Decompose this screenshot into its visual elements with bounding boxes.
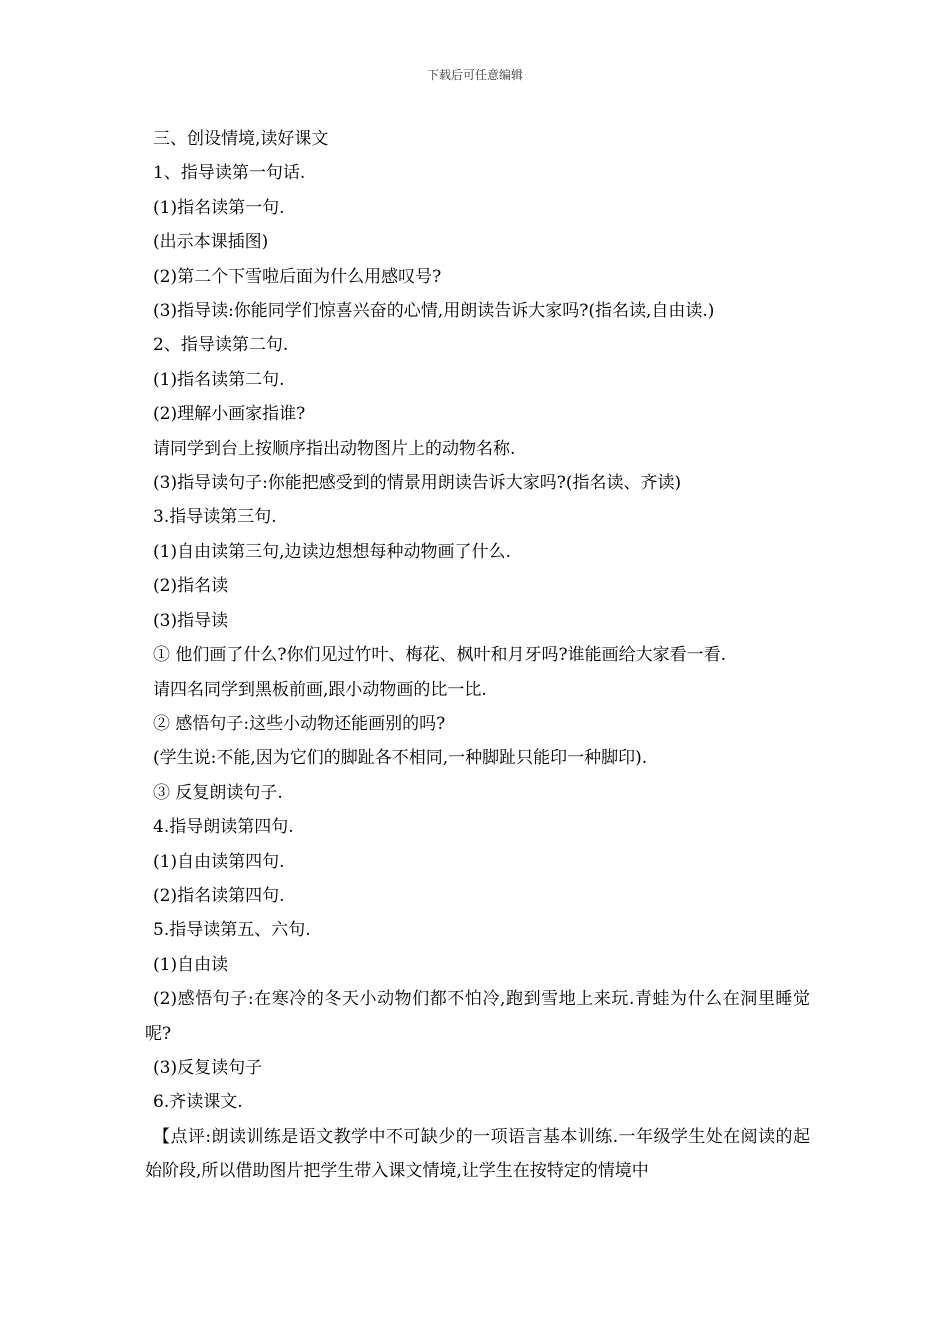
text-line: 6.齐读课文. <box>153 1092 243 1113</box>
document-body <box>145 122 810 1189</box>
text-paragraph: (2)感悟句子:在寒冷的冬天小动物们都不怕冷,跑到雪地上来玩.青蛙为什么在洞里睡觉呢? <box>145 989 810 1044</box>
text-line: (1)指名读第一句. <box>153 197 285 218</box>
text-line: ③ 反复朗读句子. <box>153 782 283 803</box>
text-line: (1)自由读第三句,边读边想想每种动物画了什么. <box>153 541 511 562</box>
text-line: 5.指导读第五、六句. <box>153 920 311 941</box>
text-line: ① 他们画了什么?你们见过竹叶、梅花、枫叶和月牙吗?谁能画给大家看一看. <box>153 645 727 666</box>
text-line: (3)指导读 <box>153 610 229 631</box>
text-line: (1)自由读 <box>153 954 229 975</box>
text-line: 请四名同学到黑板前画,跟小动物画的比一比. <box>153 679 487 700</box>
text-line: (3)指导读:你能同学们惊喜兴奋的心情,用朗读告诉大家吗?(指名读,自由读.) <box>153 301 715 322</box>
page-header: 下载后可任意编辑 <box>426 68 523 82</box>
text-line: ② 感悟句子:这些小动物还能画别的吗? <box>153 713 446 734</box>
text-line: 1、指导读第一句话. <box>153 163 306 184</box>
text-line: (3)反复读句子 <box>153 1057 263 1078</box>
text-line: 请同学到台上按顺序指出动物图片上的动物名称. <box>153 438 516 459</box>
text-line: (2)指名读第四句. <box>153 885 285 906</box>
text-line: 4.指导朗读第四句. <box>153 817 294 838</box>
commentary-paragraph: 【点评:朗读训练是语文教学中不可缺少的一项语言基本训练.一年级学生处在阅读的起始阶段,所以借助图片把学生带入课文情境,让学生在按特定的情境中 <box>145 1126 810 1182</box>
text-line: (1)指名读第二句. <box>153 369 285 390</box>
text-line: (出示本课插图) <box>153 232 269 253</box>
text-line: (2)理解小画家指谁? <box>153 404 306 425</box>
text-line: (3)指导读句子:你能把感受到的情景用朗读告诉大家吗?(指名读、齐读) <box>153 473 682 494</box>
text-line: (2)第二个下雪啦后面为什么用感叹号? <box>153 266 442 287</box>
text-line: (学生说:不能,因为它们的脚趾各不相同,一种脚趾只能印一种脚印). <box>153 748 648 769</box>
text-line: (2)指名读 <box>153 576 229 597</box>
heading-section-3: 三、创设情境,读好课文 <box>153 129 329 149</box>
text-line: 2、指导读第二句. <box>153 335 289 356</box>
text-line: (1)自由读第四句. <box>153 851 285 872</box>
text-line: 3.指导读第三句. <box>153 507 277 528</box>
